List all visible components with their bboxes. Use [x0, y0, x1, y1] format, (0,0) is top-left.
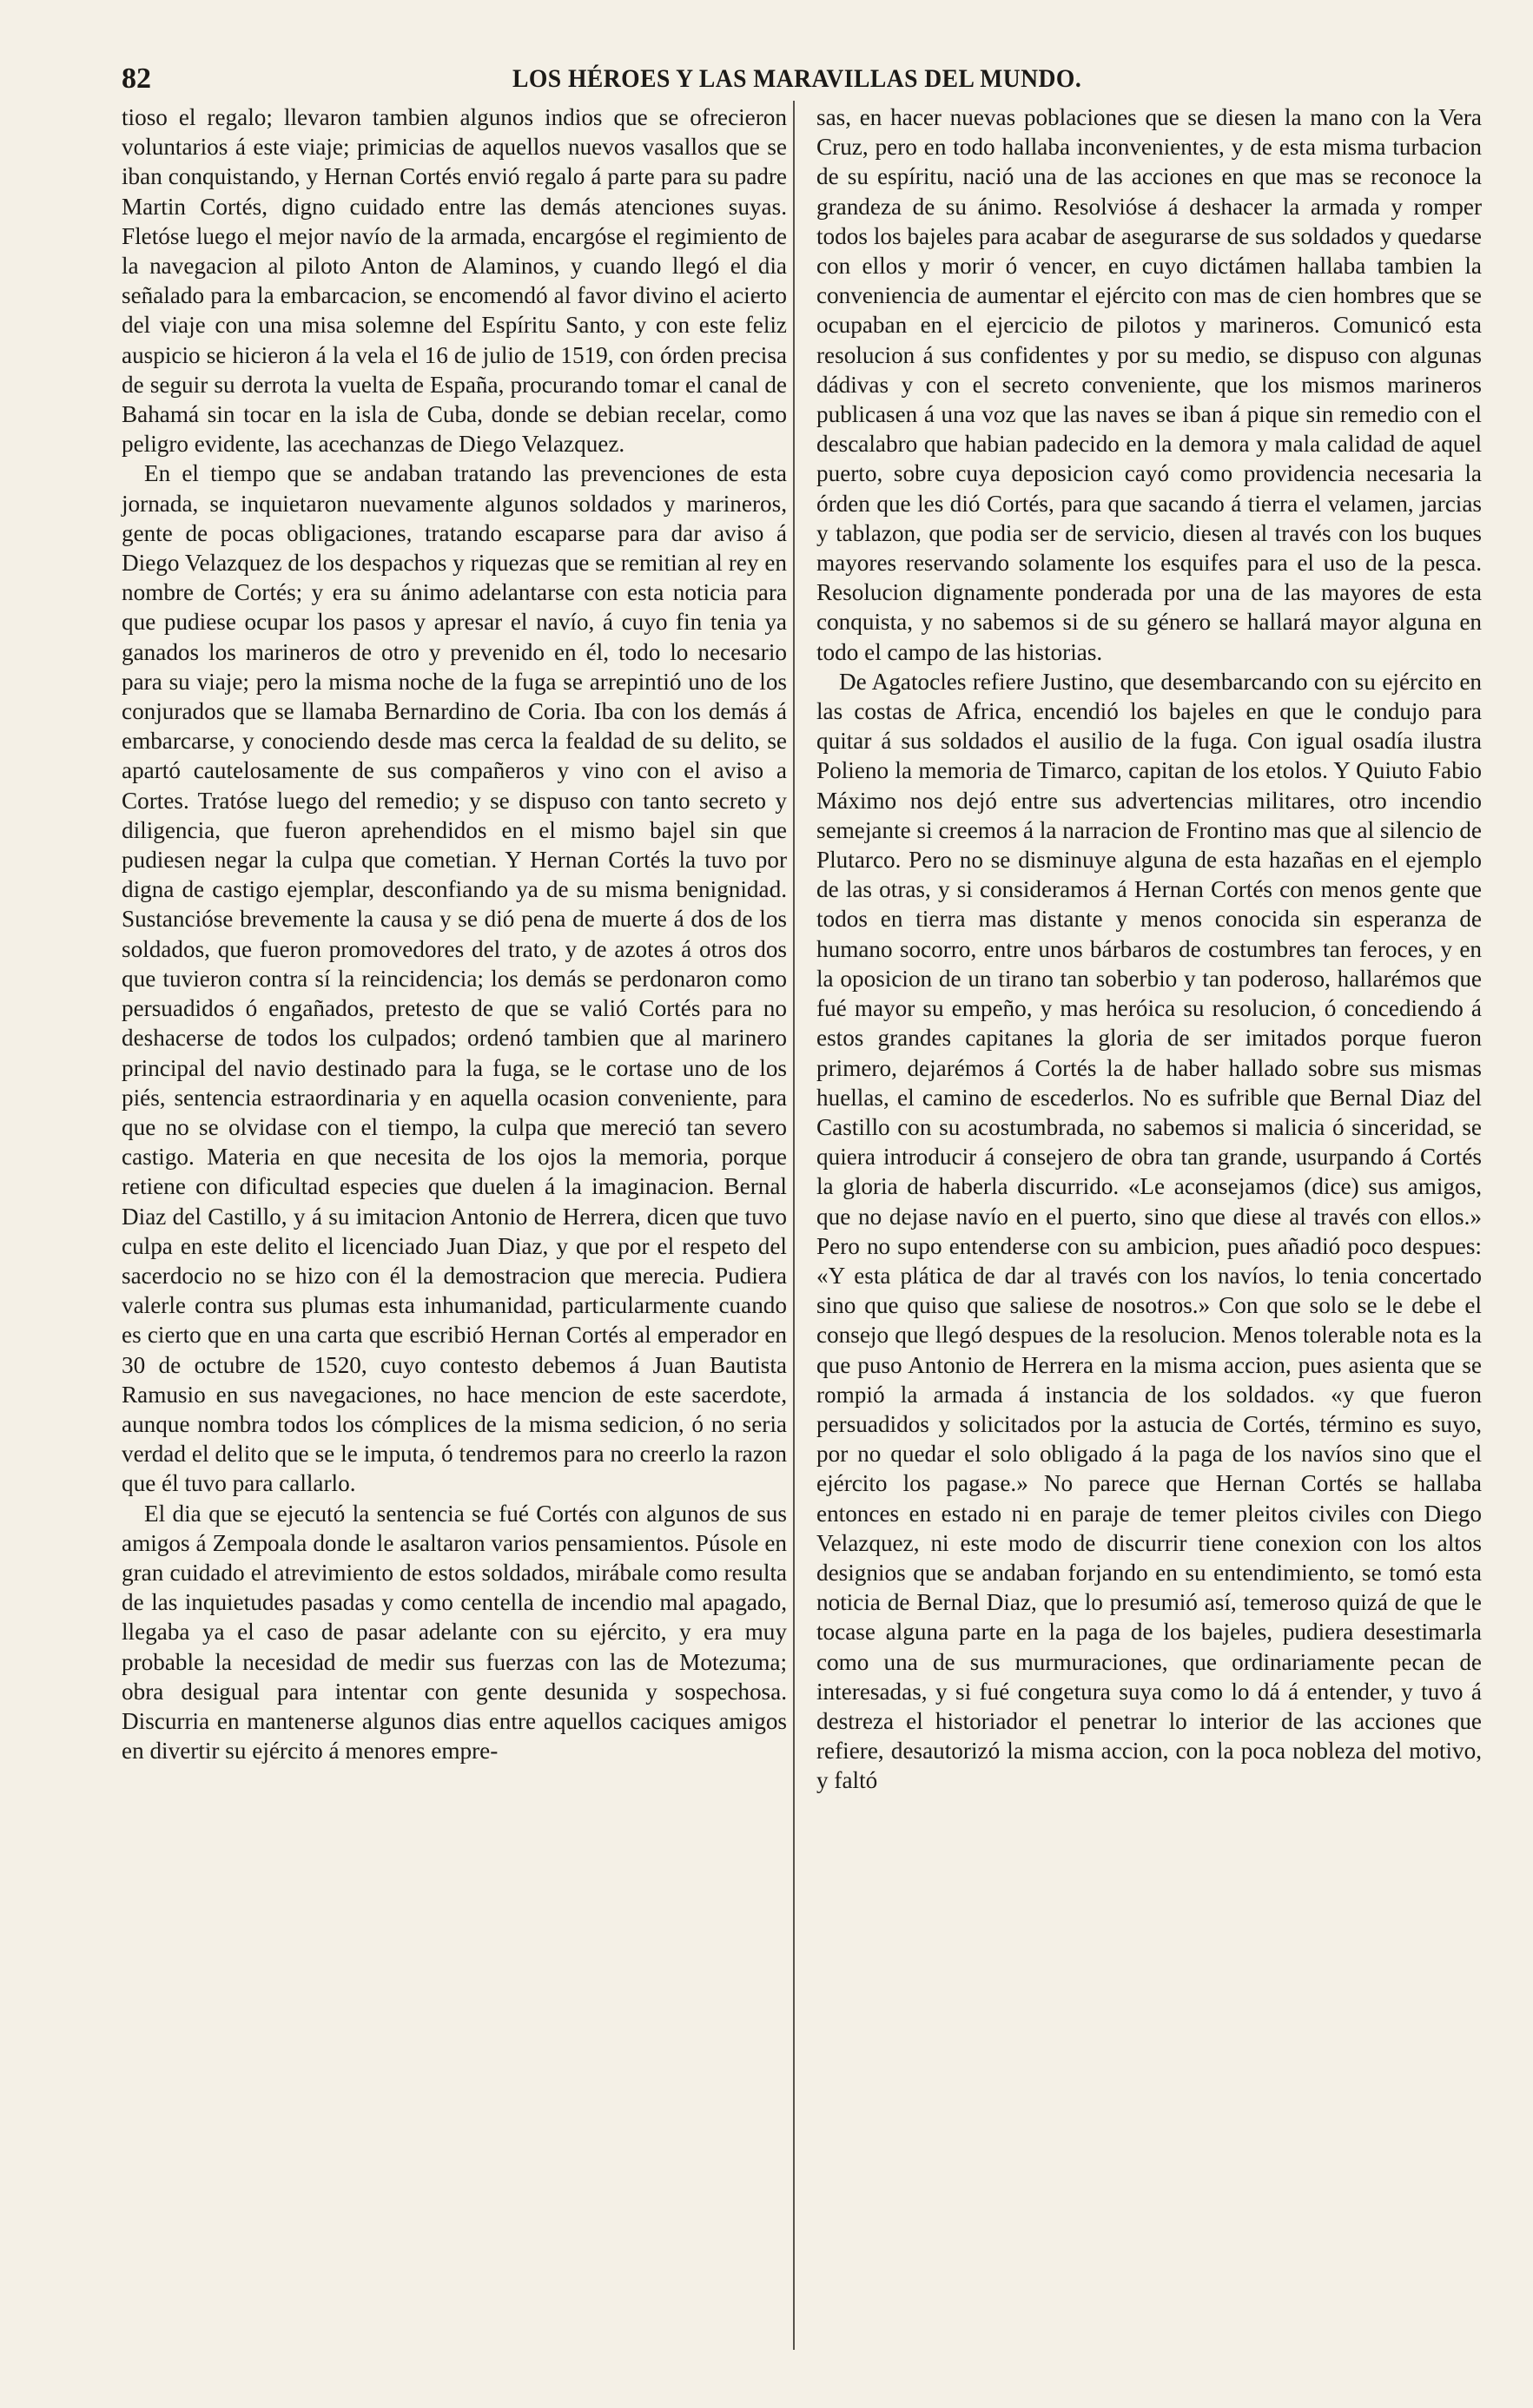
- left-column: [122, 102, 787, 1765]
- page-header: [122, 63, 1407, 106]
- paragraph: tioso el regalo; llevaron tambien algunos indios que se ofrecieron voluntarios á este viaje; primicias de aquellos nuevos vasallos que se iban conquistando, y Hernan Cortés envió regalo á parte para su padre Martin Cortés, digno cuidado entre las demás atenciones suyas. Fletóse luego el mejor navío de la armada, encargóse el regimiento de la navegacion al piloto Anton de Alaminos, y cuando llegó el dia señalado para la embarcacion, se encomendó al favor divino el acierto del viaje con una misa solemne del Espíritu Santo, y con este feliz auspicio se hicieron á la vela el 16 de julio de 1519, con órden precisa de seguir su derrota la vuelta de España, procurando tomar el canal de Bahamá sin tocar en la isla de Cuba, donde se debian recelar, como peligro evidente, las acechanzas de Diego Velazquez.: [122, 104, 787, 458]
- paragraph: sas, en hacer nuevas poblaciones que se diesen la mano con la Vera Cruz, pero en todo hallaba inconvenientes, y de esta misma turbacion de su espíritu, nació una de las acciones en que mas se reconoce la grandeza de su ánimo. Resolvióse á deshacer la armada y romper todos los bajeles para acabar de asegurarse de sus soldados y quedarse con ellos y morir ó vencer, en cuyo dictámen hallaba tambien la conveniencia de aumentar el ejército con mas de cien hombres que se ocupaban en el ejercicio de pilotos y marineros. Comunicó esta resolucion á sus confidentes y por su medio, se dispuso con algunas dádivas y con el secreto conveniente, que los mismos marineros publicasen á una voz que las naves se iban á pique sin remedio con el descalabro que habian padecido en la demora y mala calidad de aquel puerto, sobre cuya deposicion cayó como providencia necesaria la órden que les dió Cortés, para que sacando á tierra el velamen, jarcias y tablazon, que podia ser de servicio, diesen al través con los buques mayores reservando solamente los esquifes para el uso de la pesca. Resolucion dignamente ponderada por una de las mayores de esta conquista, y no sabemos si de su género se hallará mayor alguna en todo el campo de las historias.: [816, 104, 1482, 665]
- paragraph: En el tiempo que se andaban tratando las prevenciones de esta jornada, se inquietaron nuevamente algunos soldados y marineros, gente de pocas obligaciones, tratando escaparse para dar aviso á Diego Velazquez de los despachos y riquezas que se remitian al rey en nombre de Cortés; y era su ánimo adelantarse con esta noticia para que pudiese ocupar los pasos y apresar el navío, á cuyo fin tenia ya ganados los marineros de otro y prevenido en él, todo lo necesario para su viaje; pero la misma noche de la fuga se arrepintió uno de los conjurados que se llamaba Bernardino de Coria. Iba con los demás á embarcarse, y conociendo desde mas cerca la fealdad de su delito, se apartó cautelosamente de sus compañeros y vino con el aviso a Cortes. Tratóse luego del remedio; y se dispuso con tanto secreto y diligencia, que fueron aprehendidos en el mismo bajel sin que pudiesen negar la culpa que cometian. Y Hernan Cortés la tuvo por digna de castigo ejemplar, desconfiando ya de su misma benignidad. Sustancióse brevemente la causa y se dió pena de muerte á dos de los soldados, que fueron promovedores del trato, y de azotes á otros dos que tuvieron contra sí la reincidencia; los demás se perdonaron como persuadidos ó engañados, pretesto de que se valió Cortés para no deshacerse de todos los culpados; ordenó tambien que al marinero principal del navio destinado para la fuga, se le cortase uno de los piés, sentencia estraordinaria y en aquella ocasion conveniente, para que no se olvidase con el tiempo, la culpa que mereció tan severo castigo. Materia en que necesita de los ojos la memoria, porque retiene con dificultad especies que duelen á la imaginacion. Bernal Diaz del Castillo, y á su imitacion Antonio de Herrera, dicen que tuvo culpa en este delito el licenciado Juan Diaz, y que por el respeto del sacerdocio no se hizo con él la demostracion que merecia. Pudiera valerle contra sus plumas esta inhumanidad, particularmente cuando es cierto que en una carta que escribió Hernan Cortés al emperador en 30 de octubre de 1520, cuyo contesto debemos á Juan Bautista Ramusio en sus navegaciones, no hace mencion de este sacerdote, aunque nombra todos los cómplices de la misma sedicion, ó no seria verdad el delito que se le imputa, ó tendremos para no creerlo la razon que él tuvo para callarlo.: [122, 460, 787, 1497]
- paragraph: El dia que se ejecutó la sentencia se fué Cortés con algunos de sus amigos á Zempoala donde le asaltaron varios pensamientos. Púsole en gran cuidado el atrevimiento de estos soldados, mirábale como resulta de las inquietudes pasadas y como centella de incendio mal apagado, llegaba ya el caso de pasar adelante con su ejército, y era muy probable la necesidad de medir sus fuerzas con las de Motezuma; obra desigual para intentar con gente desunida y sospechosa. Discurria en mantenerse algunos dias entre aquellos caciques amigos en divertir su ejército á menores empre-: [122, 1500, 787, 1765]
- column-divider: [793, 101, 795, 2350]
- running-title: LOS HÉROES Y LAS MARAVILLAS DEL MUNDO.: [512, 64, 1082, 93]
- page-number: 82: [122, 63, 151, 95]
- paragraph: De Agatocles refiere Justino, que desembarcando con su ejército en las costas de Africa, encendió los bajeles en que le condujo para quitar á sus soldados el ausilio de la fuga. Con igual osadía ilustra Polieno la memoria de Timarco, capitan de los etolos. Y Quiuto Fabio Máximo nos dejó entre sus advertencias militares, otro incendio semejante si creemos á la narracion de Frontino mas que al silencio de Plutarco. Pero no se disminuye alguna de esta hazañas en el ejemplo de las otras, y si consideramos á Hernan Cortés con menos gente que todos en tierra mas distante y menos conocida sin esperanza de humano socorro, entre unos bárbaros de costumbres tan feroces, y en la oposicion de un tirano tan soberbio y tan poderoso, hallarémos que fué mayor su empeño, y mas heróica su resolucion, ó concediendo á estos grandes capitanes la gloria de ser imitados porque fueron primero, dejarémos á Cortés la de haber hallado sobre sus mismas huellas, el camino de escederlos. No es sufrible que Bernal Diaz del Castillo con su acostumbrada, no sabemos si malicia ó sinceridad, se quiera introducir á consejero de obra tan grande, usurpando á Cortés la gloria de haberla discurrido. «Le aconsejamos (dice) sus amigos, que no dejase navío en el puerto, sino que diese al través con ellos.» Pero no supo entenderse con su ambicion, pues añadió poco despues: «Y esta plática de dar al través con los navíos, lo tenia concertado sino que quiso que saliese de nosotros.» Con que solo se le debe el consejo que llegó despues de la resolucion. Menos tolerable nota es la que puso Antonio de Herrera en la misma accion, pues asienta que se rompió la armada á instancia de los soldados. «y que fueron persuadidos y solicitados por la astucia de Cortés, término es suyo, por no quedar el solo obligado á la paga de los navíos sino que el ejército los pagase.» No parece que Hernan Cortés se hallaba entonces en estado ni en paraje de temer pleitos civiles con Diego Velazquez, ni este modo de discurrir tiene conexion con los altos designios que se andaban forjando en su entendimiento, se tomó esta noticia de Bernal Diaz, que lo presumió así, temeroso quizá de que le tocase alguna parte en la paga de los bajeles, pudiera desestimarla como una de sus murmuraciones, que ordinariamente pecan de interesadas, y si fué congetura suya como lo dá á entender, y tuvo á destreza el historiador el penetrar lo interior de las acciones que refiere, desautorizó la misma accion, con la poca nobleza del motivo, y faltó: [816, 668, 1482, 1794]
- right-column: [816, 102, 1482, 1796]
